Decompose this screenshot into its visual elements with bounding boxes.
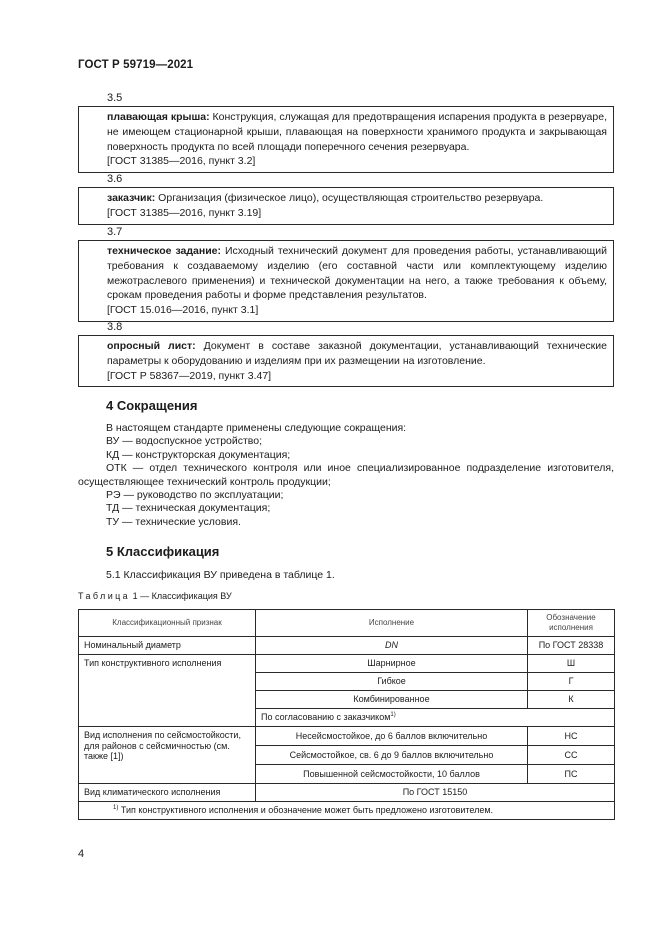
- term-number: 3.5: [107, 92, 123, 104]
- term-definition-box: [78, 240, 614, 322]
- term-text: Организация (физическое лицо), осуществляющая строительство резервуара.: [155, 192, 544, 204]
- term-source: [ГОСТ 31385—2016, пункт 3.19]: [107, 206, 262, 219]
- feature-cell: Тип конструктивного исполнения: [79, 655, 256, 727]
- value-cell: DN: [256, 637, 528, 655]
- column-header: Исполнение: [256, 610, 528, 637]
- term-definition-box: [78, 335, 614, 387]
- term-definition-box: [78, 187, 614, 225]
- table-caption: [78, 591, 232, 601]
- table-caption-word: Таблица: [78, 591, 131, 601]
- code-cell: ПС: [528, 765, 615, 784]
- section-heading: 5 Классификация: [106, 544, 220, 559]
- value-cell: Шарнирное: [256, 655, 528, 673]
- term-name: заказчик:: [107, 192, 156, 204]
- term-text: Исходный технический документ для проведения работы, устанавливающий требования к создаваемому изделию (его составной части или комплектующему изделию межотраслевого применения) и технической документации на него, а также требования к объему, срокам проведения работы и форме представления результатов.: [107, 245, 608, 302]
- value-cell: Повышенной сейсмостойкости, 10 баллов: [256, 765, 528, 784]
- abbr-item: РЭ — руководство по эксплуатации;: [106, 489, 284, 501]
- term-source: [ГОСТ Р 58367—2019, пункт 3.47]: [107, 369, 272, 382]
- page-number: 4: [78, 848, 85, 860]
- term-source: [ГОСТ 31385—2016, пункт 3.2]: [107, 155, 256, 168]
- abbr-item: ОТК — отдел технического контроля или иное специализированное подразделение изготовителя, осуществляющее технический контроль продукции;: [78, 462, 614, 488]
- agreement-text: По согласованию с заказчиком: [261, 712, 391, 722]
- table-header-row: [79, 610, 615, 637]
- classification-table: [78, 609, 615, 820]
- value-cell: Гибкое: [256, 673, 528, 691]
- term-name: опросный лист:: [107, 340, 196, 352]
- footnote-text: Тип конструктивного исполнения и обозначение может быть предложено изготовителем.: [118, 805, 494, 815]
- column-header: Обозначение исполнения: [528, 610, 615, 637]
- abbr-intro: В настоящем стандарте применены следующие сокращения:: [106, 422, 407, 434]
- term-number: 3.7: [107, 226, 123, 238]
- term-number: 3.8: [107, 321, 123, 333]
- feature-cell: Вид климатического исполнения: [79, 784, 256, 802]
- term-paragraph: [107, 110, 607, 154]
- table-footnote: [79, 802, 615, 820]
- term-paragraph: [107, 339, 607, 369]
- table-row: [79, 784, 615, 802]
- term-paragraph: [107, 244, 607, 303]
- table-caption-title: 1 — Классификация ВУ: [130, 591, 232, 601]
- table-row: [79, 727, 615, 746]
- abbr-item: ТД — техническая документация;: [106, 502, 271, 514]
- code-cell: Г: [528, 673, 615, 691]
- code-cell: НС: [528, 727, 615, 746]
- term-paragraph: [107, 191, 607, 206]
- footnote-mark: 1): [113, 805, 119, 811]
- term-number: 3.6: [107, 173, 123, 185]
- value-cell: Комбинированное: [256, 691, 528, 709]
- term-source: [ГОСТ 15.016—2016, пункт 3.1]: [107, 304, 259, 317]
- table-row: [79, 655, 615, 673]
- feature-cell: Вид исполнения по сейсмостойкости, для районов с сейсмичностью (см. также [1]): [79, 727, 256, 784]
- footnote-ref: 1): [390, 712, 396, 718]
- code-cell: По ГОСТ 28338: [528, 637, 615, 655]
- code-cell: Ш: [528, 655, 615, 673]
- code-cell: СС: [528, 746, 615, 765]
- term-name: плавающая крыша:: [107, 111, 210, 123]
- abbr-item: ТУ — технические условия.: [106, 516, 241, 528]
- value-cell: Несейсмостойкое, до 6 баллов включительно: [256, 727, 528, 746]
- agreement-cell: [256, 709, 615, 727]
- value-cell: Сейсмостойкое, св. 6 до 9 баллов включительно: [256, 746, 528, 765]
- abbr-item: ВУ — водоспускное устройство;: [106, 435, 263, 447]
- table-footnote-row: [79, 802, 615, 820]
- term-text: Документ в составе заказной документации, устанавливающий технические параметры к оборудованию и изделиям при их размещении на изготовление.: [107, 340, 607, 367]
- section-paragraph: 5.1 Классификация ВУ приведена в таблице 1.: [106, 569, 335, 581]
- document-header: ГОСТ Р 59719—2021: [78, 59, 194, 71]
- term-definition-box: [78, 106, 614, 173]
- term-name: техническое задание:: [107, 245, 222, 257]
- code-cell: К: [528, 691, 615, 709]
- value-cell: По ГОСТ 15150: [256, 784, 615, 802]
- table-row: [79, 637, 615, 655]
- feature-cell: Номинальный диаметр: [79, 637, 256, 655]
- column-header: Классификационный признак: [79, 610, 256, 637]
- term-text: Конструкция, служащая для предотвращения испарения продукта в резервуаре, не имеющем стационарной крыши, плавающая на поверхности хранимого продукта и закрывающая поверхность продукта по всей площади поперечного сечения резервуара.: [107, 111, 607, 153]
- section-heading: 4 Сокращения: [106, 398, 198, 413]
- abbr-item: КД — конструкторская документация;: [106, 449, 291, 461]
